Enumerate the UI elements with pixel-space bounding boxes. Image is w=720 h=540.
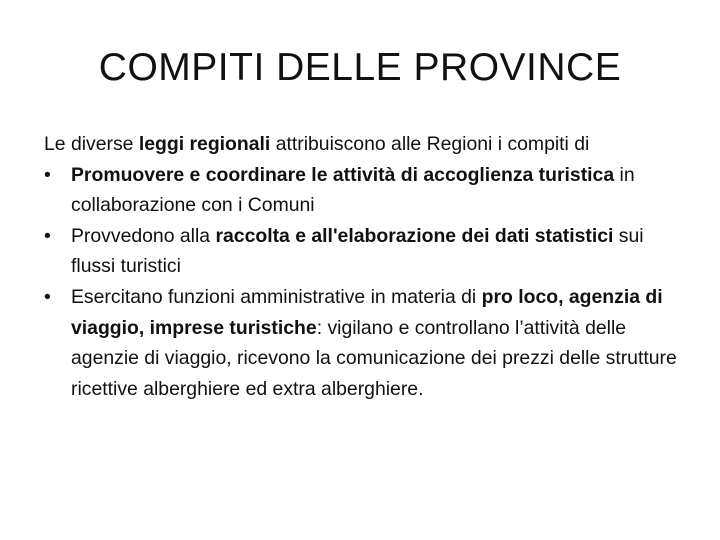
intro-bold-regional-laws: leggi regionali xyxy=(138,133,271,155)
bullet-2-bold: raccolta e all'elaborazione dei dati statistici xyxy=(215,224,614,247)
bullet-3-text-1: Esercitano funzioni amministrative in materia di xyxy=(71,285,482,308)
bullet-list xyxy=(44,160,684,405)
bullet-item-administrative xyxy=(44,282,684,404)
bullet-3-bold: pro loco, agenzia di viaggio, imprese turistiche xyxy=(71,285,663,339)
slide-body xyxy=(44,129,684,404)
bullet-2-text-1: Provvedono alla xyxy=(71,224,216,247)
slide-title: COMPITI DELLE PROVINCE xyxy=(98,46,622,89)
bullet-3-text-2: : vigilano e controllano l’attività delle agenzie di viaggio, ricevono la comunicazione dei prezzi delle strutture ricettive alberghiere ed extra alberghiere. xyxy=(71,316,677,400)
bullet-dot-icon: • xyxy=(44,163,51,186)
intro-text-1: Le diverse xyxy=(44,133,139,155)
intro-paragraph xyxy=(44,129,684,160)
bullet-1-text: in collaborazione con i Comuni xyxy=(71,163,635,217)
bullet-dot-icon: • xyxy=(44,224,51,247)
intro-text-2: attribuiscono alle Regioni i compiti di xyxy=(270,133,590,155)
bullet-item-promote xyxy=(44,160,684,221)
bullet-1-bold: Promuovere e coordinare le attività di accoglienza turistica xyxy=(71,163,615,186)
bullet-2-text-2: sui flussi turistici xyxy=(71,224,644,278)
bullet-item-statistics xyxy=(44,221,684,282)
bullet-dot-icon: • xyxy=(44,285,51,308)
